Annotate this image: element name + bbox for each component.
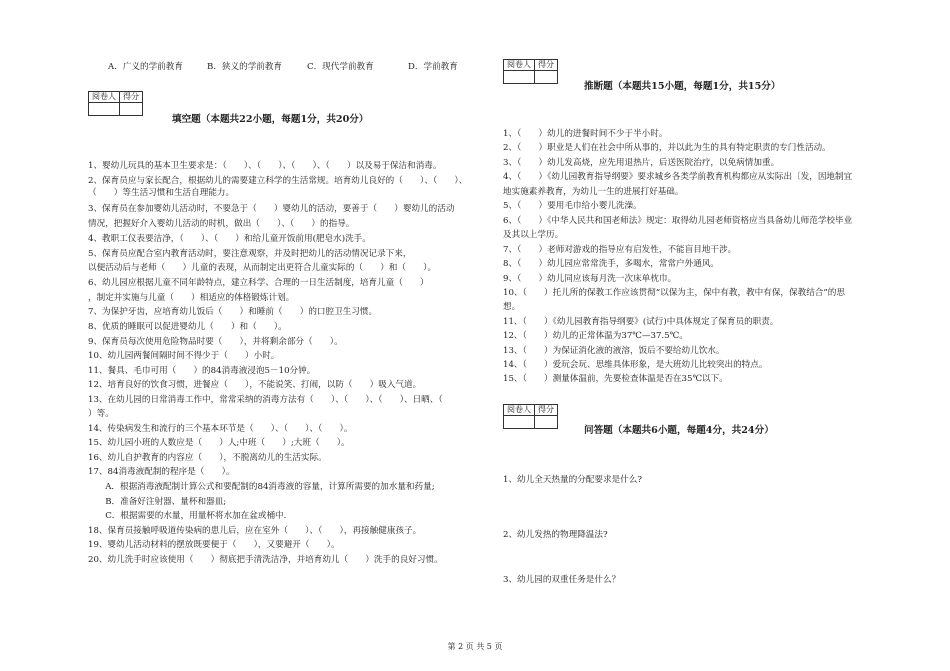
fill-line: C．根据需要的水量，用量杯将水加在盆或桶中. [88,511,287,521]
choice-option-c: C．现代学前教育 [307,62,374,72]
fill-line: ）等。 [88,409,114,419]
page-footer: 第 2 页 共 5 页 [447,642,503,651]
score-table-grader-label: 阅卷人 [504,405,535,416]
qa-question: 2、幼儿发热的物理降温法? [503,530,608,540]
fill-line: 5、保育员应配合室内教育活动时，要注意观察，并及时把幼儿的活动情况记录下来， [88,249,412,259]
judge-line: 15、（ ）测量体温前，先要检查体温是否在35℃以下。 [503,374,728,384]
judge-line: 5、（ ）要用毛巾给小婴儿洗澡。 [503,201,642,211]
judge-line: 2、（ ）职业是人们在社会中所从事的，并以此为生的具有特定职责的专门性活动。 [503,143,831,153]
fill-line: 4、教职工仪表要洁净，（ ）、（ ）和给儿童开饭前用(肥皂水)洗手。 [88,234,371,244]
score-table-grader-label: 阅卷人 [504,60,535,71]
judge-line: 7、（ ）老师对游戏的指导应有启发性，不能盲目地干涉。 [503,245,737,255]
choice-option-b: B．狭义的学前教育 [207,62,283,72]
fill-line: 以便活动后与老师（ ）儿童的表现，从而制定出更符合儿童实际的（ ）和（ ）。 [88,263,437,273]
judge-line: 地实施素养教育，为幼儿一生的进展打好基础。 [503,187,684,197]
fill-line: 16、幼儿自护教育的内容应（ ），不脱离幼儿的生活实际。 [88,453,327,463]
fill-line: B．准备好注射器、量杯和器皿; [88,497,227,507]
choice-option-a: A．广义的学前教育 [108,62,183,72]
judge-line: 9、（ ）幼儿同应该每月洗一次床单枕巾。 [503,274,677,284]
fill-line: 6、幼儿园应根据儿童不同年龄特点，建立科学、合理的一日生活制度，培育儿童（ ） [88,278,429,288]
score-table-score-label: 得分 [535,60,558,71]
fill-line: 10、幼儿园两餐间隔时间不得少于（ ）小时。 [88,351,280,361]
choice-option-d: D．学前教育 [408,62,458,72]
qa-section-heading: 问答题（本题共6小题，每题4分，共24分） [584,425,774,436]
judge-line: 1、（ ）幼儿的进餐时间不少于半小时。 [503,129,668,139]
judge-line: 11、（ ）《幼儿园教育指导纲要》(试行)中具体规定了保育员的职责。 [503,317,779,327]
fill-line: A．根据消毒液配制计算公式和要配制的84消毒液的容量，计算所需要的加水量和药量; [88,482,435,492]
qa-question: 3、幼儿园的双重任务是什么？ [503,575,621,585]
fill-line: 1、婴幼儿玩具的基本卫生要求是：（ ）、（ ）、（ ）、（ ）以及易于保洁和消毒。 [88,161,442,171]
score-table-score-label: 得分 [120,92,143,103]
fill-line: 情况，把握好介入婴幼儿活动的时机，做出（ ）、（ ）的指导。 [88,219,355,229]
qa-question: 1、幼儿全天热量的分配要求是什么? [503,475,642,485]
fill-line: 8、优质的睡眠可以促进婴幼儿（ ）和（ ）。 [88,322,287,332]
score-table-fill [88,91,143,116]
judge-line: 3、（ ）幼儿发高烧，应先用退热片，后送医院治疗，以免病情加重。 [503,158,780,168]
judge-section-heading: 推断题（本题共15小题，每题1分，共15分） [584,81,781,92]
fill-line: 20、幼儿洗手时应该使用（ ）彻底把手清洗洁净，并培育幼儿（ ）洗手的良好习惯。 [88,555,443,565]
judge-line: 及其以上学历。 [503,230,564,240]
fill-line: 2、保育员应与家长配合，根据幼儿的需要建立科学的生活常规。培育幼儿良好的（ ）、（ ）、（ ）等生活习惯和生活自理能力。 [88,176,468,198]
fill-line: 13、在幼儿园的日常消毒工作中，常常采纳的消毒方法有（ ）、（ ）、（ ）、日晒、（ [88,395,443,405]
fill-line: 12、培育良好的饮食习惯，进餐应（ ），不能说笑、打闹，以防（ ）吸入气道。 [88,380,422,390]
fill-line: 11、餐具、毛巾可用（ ）的84消毒液浸泡5－10分钟。 [88,366,316,376]
judge-line: 14、（ ）爱玩会玩、思维具体形象，是大班幼儿比较突出的特点。 [503,360,768,370]
score-table-qa [503,404,558,429]
fill-line: 18、保育员接触呼吸道传染病的患儿后，应在室外（ ）、（ ），再接触健康孩子。 [88,526,422,536]
judge-line: 13、（ ）为保证消化液的液溶，饭后不要给幼儿饮水。 [503,346,725,356]
fill-line: 7、为保护牙齿，应培育幼儿饭后（ ）和睡前（ ）的口腔卫生习惯。 [88,307,378,317]
fill-line: 3、保育员在参加婴幼儿活动时，不要急于（ ）婴幼儿的活动，要善于（ ）婴幼儿的活动 [88,204,455,214]
judge-line: 想。 [503,302,521,312]
fill-line: 17、84消毒液配制的程序是（ ）。 [88,467,235,477]
fill-line: 15、幼儿园小班的人数应是（ ）人;中班（ ）;大班（ ）。 [88,438,350,448]
fill-line: 14、传染病发生和流行的三个基本环节是（ ）、（ ）、（ ）。 [88,424,353,434]
judge-line: 4、（ ）《幼儿园教育指导纲要》要求城乡各类学前教育机构都应从实际出〔发，因地制宜 [503,172,853,182]
score-table-grader-label: 阅卷人 [89,92,120,103]
fill-section-heading: 填空题（本题共22小题，每题1分，共20分） [172,114,369,125]
judge-line: 8、（ ）幼儿园应常常洗手，多喝水，常常户外通风。 [503,259,720,269]
judge-line: 12、（ ）幼儿的正常体温为37℃—37.5℃。 [503,331,688,341]
fill-line: ，制定并实施与儿童（ ）相适应的体格锻炼计划。 [88,293,295,303]
judge-line: 6、（ ）《中华人民共和国老师法》规定：取得幼儿园老师资格应当具备幼儿师范学校毕业 [503,216,853,226]
fill-line: 19、婴幼儿活动材料的摆放既要便于（ ），又要避开（ ）。 [88,540,340,550]
fill-line: 9、保育员每次使用危险物品时要（ ），并将剩余部分（ ）。 [88,337,343,347]
judge-line: 10、（ ）托儿所的保教工作应该贯彻“以保为主，保中有教，教中有保，保教结合”的思 [503,288,845,298]
score-table-score-label: 得分 [535,405,558,416]
score-table-judge [503,59,558,84]
